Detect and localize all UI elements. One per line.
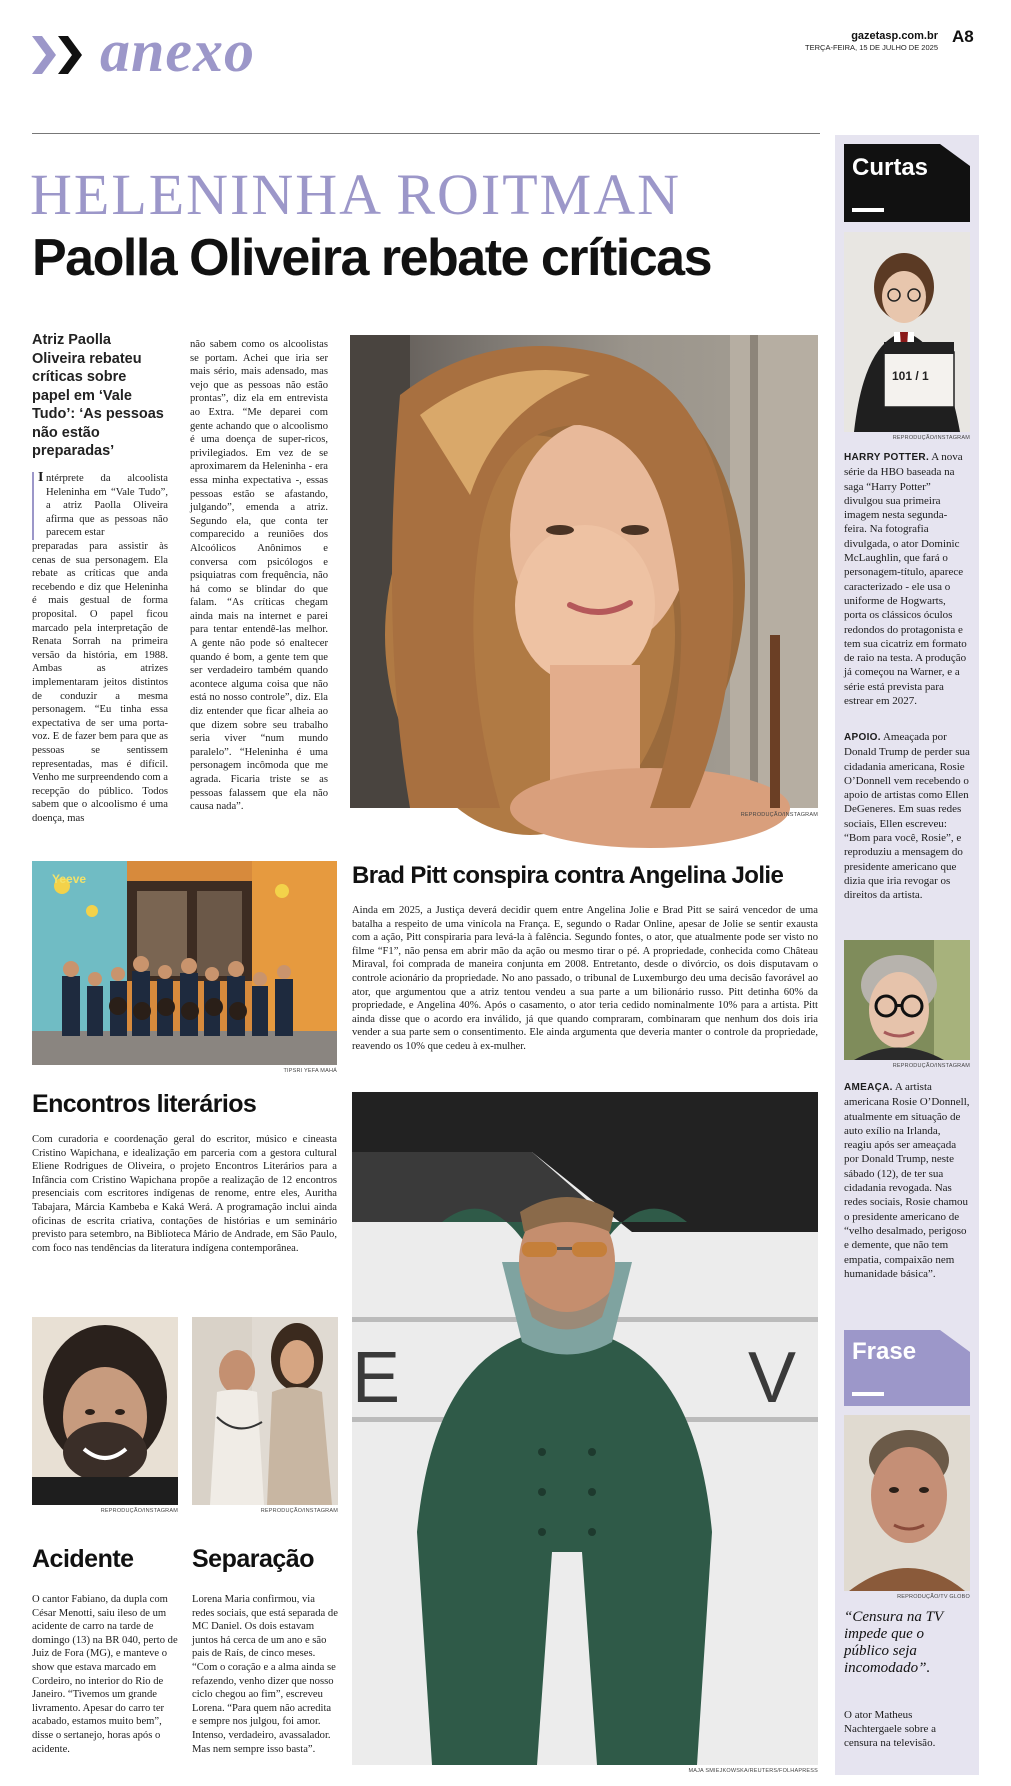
matheus-photo xyxy=(844,1415,970,1591)
separacao-headline: Separação xyxy=(192,1545,314,1573)
svg-text:V: V xyxy=(748,1338,797,1418)
acidente-photo-credit: REPRODUÇÃO/INSTAGRAM xyxy=(100,1508,178,1514)
ameaca-brief xyxy=(844,1080,970,1281)
acidente-body: O cantor Fabiano, da dupla com César Menotti, saiu ileso de um acidente de carro na tarde de domingo (13) na BR 040, perto de Juiz de Fora (MG), e manteve o show que estava marcado em Cordeiro, no interior do Rio de Janeiro. “Tivemos um grande livramento. Apesar do carro ter acabado, estamos muito bem”, disse o sertanejo, horas após o acidente. xyxy=(32,1594,178,1755)
story-kicker: HELENINHA ROITMAN xyxy=(30,162,681,227)
curtas-box xyxy=(844,144,970,222)
separacao-photo xyxy=(192,1317,338,1505)
harry-potter-brief xyxy=(844,450,970,708)
frase-underline xyxy=(852,1392,884,1396)
separacao-photo-credit: REPRODUÇÃO/INSTAGRAM xyxy=(260,1508,338,1514)
encontros-headline: Encontros literários xyxy=(32,1090,257,1118)
frase-box xyxy=(844,1330,970,1406)
apoio-text: Ameaçada por Donald Trump de perder sua cidadania americana, Rosie O’Donnell vem recebendo o apoio de artistas como Ellen DeGeneres. Em suas redes sociais, Ellen escreveu: “Bom para você, Rosie”, e reproduziu a mensagem do presidente americano que dizia que iria revogar os direitos da artista. xyxy=(844,731,970,902)
frase-source: O ator Matheus Nachtergaele sobre a censura na televisão. xyxy=(844,1709,937,1749)
sidebar xyxy=(835,135,979,1775)
curtas-underline xyxy=(852,208,884,212)
encontros-photo xyxy=(32,861,337,1065)
acidente-headline: Acidente xyxy=(32,1545,134,1573)
apoio-lead: APOIO. xyxy=(844,732,881,743)
harry-potter-lead: HARRY POTTER. xyxy=(844,452,930,463)
drop-cap: I xyxy=(38,470,44,485)
frase-title: Frase xyxy=(852,1338,917,1365)
story-col1 xyxy=(32,470,168,824)
harry-photo-credit: REPRODUÇÃO/INSTAGRAM xyxy=(892,435,970,441)
section-name: anexo xyxy=(100,18,255,84)
page-number: A8 xyxy=(952,27,974,46)
encontros-body: Com curadoria e coordenação geral do escritor, músico e cineasta Cristino Wapichana, e idealização em parceria com a gestora cultural Eliene Rodrigues de Oliveira, o projeto Encontros Literários para a Infância com Cristino Wapichana propõe a realização de 12 encontros presenciais com escritores indígenas de renome, entre eles, Auritha Tabajara, Márcia Kambeba e Kaká Werá. A programação inclui ainda oficinas de escrita criativa, contações de histórias e um seminário previsto para setembro, na Biblioteca Mário de Andrade, em São Paulo, com foco nas tendências da literatura indígena contemporânea. xyxy=(32,1134,337,1254)
svg-text:Yeeve: Yeeve xyxy=(52,872,87,886)
story-col1-text: preparadas para assistir às cenas de sua personagem. Ela rebate as críticas que anda recebendo e diz que Heleninha é mais gestual de forma proposital. O papel ficou marcado pela interpretação de Renata Sorrah na primeira versão da história, em 1988. Ambas as atrizes implementaram jeitos distintos de conduzir a mesma personagem. “Eu tinha essa expectativa de ser uma porta-voz. E de fazer bem para que as pessoas se sentissem representadas, mas é difícil. Venho me surpreendendo com a recepção do público. Todos sabem que o alcoolismo é uma doença, mas xyxy=(32,541,168,824)
curtas-title: Curtas xyxy=(852,154,929,181)
harry-photo xyxy=(844,232,970,432)
site-url: gazetasp.com.br xyxy=(851,30,938,42)
story-headline: Paolla Oliveira rebate críticas xyxy=(32,229,712,287)
brad-headline: Brad Pitt conspira contra Angelina Jolie xyxy=(352,862,784,889)
paolla-photo xyxy=(350,335,818,808)
brad-photo xyxy=(352,1092,818,1765)
story-deck: Atriz Paolla Oliveira rebateu críticas sobre papel em ‘Vale Tudo’: ‘As pessoas não estão preparadas’ xyxy=(32,332,164,459)
drop-cap-rule xyxy=(32,472,34,540)
brad-body: Ainda em 2025, a Justiça deverá decidir quem entre Angelina Jolie e Brad Pitt se sairá vencedor de uma batalha a respeito de uma vinícola na França. E, segundo o Radar Online, apesar de Jolie se sentir exausta com a ação, Pitt conspiraria para levá-la à falência. Segundo fontes, o ator, que atualmente pode ser visto no filme “F1”, não pensa em abrir mão da ação ou mesmo tirar o pé. A propriedade, conhecida como Château Miraval, foi comprada de maneira conjunta em 2008. Entretanto, desde o divórcio, os dois disputavam o controle acionário da propriedade. No ano passado, o tribunal de Luxemburgo deu uma decisão favorável ao ator, que argumentou que a atriz tentou vendeu a sua parte a um bilionário russo. Pitt detinha 60% da propriedade, e Angelina 40%. Após o casamento, o ator teria cedido nominalmente 10% para a artista. Pitt ainda disse que o acordo era inválido, já que quando compraram, combinaram que nenhum dos dois iria vender a sua parte sem o consentimento. Ele ainda argumenta que deveria manter o controle da propriedade, reavendo os 10% que cedeu à ex-mulher. xyxy=(352,905,818,1052)
brad-photo-credit: MAJA SMIEJKOWSKA/REUTERS/FOLHAPRESS xyxy=(688,1768,818,1774)
issue-date: TERÇA-FEIRA, 15 DE JULHO DE 2025 xyxy=(805,43,938,52)
harry-potter-text: A nova série da HBO baseada na saga “Harry Potter” divulgou sua primeira imagem nesta segunda-feira. Na fotografia divulgada, o ator Dominic McLaughlin, que fará o personagem-título, aparece caracterizado - ele usa o uniforme de Hogwarts, porta os clássicos óculos redondos do protagonista e tem sua cicatriz em formato de raio na testa. A produção já começou na Warner, e a série está prevista para estrear em 2027. xyxy=(844,451,967,708)
rosie-photo xyxy=(844,940,970,1060)
paolla-photo-credit: REPRODUÇÃO/INSTAGRAM xyxy=(740,812,818,818)
header-rule xyxy=(32,133,820,134)
svg-text:E: E xyxy=(352,1338,401,1418)
ameaca-lead: AMEAÇA. xyxy=(844,1082,893,1093)
separacao-body: Lorena Maria confirmou, via redes sociais, que está separada de MC Daniel. Os dois estavam juntos há cerca de um ano e são pais de Raís, de cinco meses. “Com o coração e a alma ainda se refazendo, venho dizer que nosso ciclo chegou ao fim”, escreveu Lorena. “Para quem não acredita e sempre nos julgou, foi amor. Intenso, verdadeiro, avassalador. Mas nem sempre isso basta”. xyxy=(192,1594,338,1755)
story-col2-text: não sabem como os alcoolistas se portam. Achei que iria ser mais sério, mais adensado, mas vejo que as pessoas não estão prontas”, diz ela em entrevista ao Extra. “Me deparei com gente achando que o alcoolismo é uma doença de super-ricos, privilegiados. Em vez de se aproximarem da Heleninha - era essa minha expectativa -, essas pessoas estão se afastando, julgando”, emenda a atriz. Segundo ela, que conta ter comparecido a reuniões dos Alcoólicos Anônimos e conversa com psicólogos e psiquiatras com frequência, não há como se blindar do que falam. “As críticas chegam ainda mais na internet e parei para tentar entendê-las melhor. A gente não pode só enaltecer quando é bom, a gente tem que ser verdadeiro também quando acontece alguma coisa que não está no nosso controle”, diz. Ela diz entender que ficar alheia ao que dizem sobre seu trabalho seria viver “num mundo paralelo”. “Heleninha é uma personagem incômoda que me agrada. Ficaria triste se as pessoas falassem que ela não causa nada”. xyxy=(190,339,328,813)
rosie-photo-credit: REPRODUÇÃO/INSTAGRAM xyxy=(892,1063,970,1069)
ameaca-text: A artista americana Rosie O’Donnell, atualmente em situação de auto exílio na Irlanda, reagiu após ser ameaçada por Donald Trump, neste sábado (12), de ter sua cidadania revogada. Nas redes sociais, Rosie chamou o presidente americano de “velho desalmado, perigoso e demente, que não tem empatia, compaixão nem humanidade básica”. xyxy=(844,1081,970,1280)
matheus-photo-credit: REPRODUÇÃO/TV GLOBO xyxy=(897,1594,970,1600)
story-col1-indent: ntérprete da alcoolista Heleninha em “Vale Tudo”, a atriz Paolla Oliveira afirma que as pessoas não parecem estar xyxy=(46,473,168,539)
apoio-brief xyxy=(844,730,970,903)
svg-text:101 / 1: 101 / 1 xyxy=(892,369,929,383)
section-chevron-icon xyxy=(32,30,88,80)
encontros-photo-credit: TIPSRI YEFA MAHÁ xyxy=(283,1068,337,1074)
acidente-photo xyxy=(32,1317,178,1505)
frase-quote: “Censura na TV impede que o público seja incomodado”. xyxy=(844,1609,943,1676)
